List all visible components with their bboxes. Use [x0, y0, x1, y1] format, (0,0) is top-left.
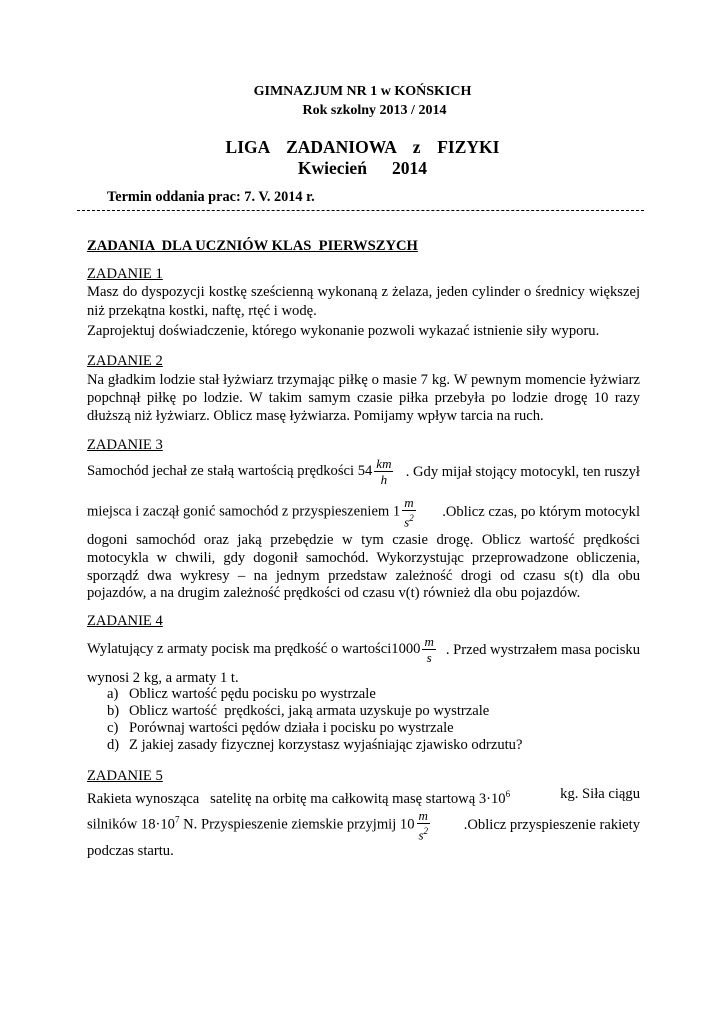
task-2-line-1: Na gładkim lodzie stał łyżwiarz trzymając piłkę o masie 7 kg. W pewnym momencie łyżwiarz [87, 372, 640, 388]
task-3-title: ZADANIE 3 [87, 437, 163, 453]
task-5-text-b: kg. Siła ciągu [560, 786, 640, 802]
task-2-text [87, 371, 640, 407]
task-2-line-3: dłuższą niż łyżwiarz. Oblicz masę łyżwiarza. Pomijamy wpływ tarcia na ruch. [87, 408, 544, 424]
task-1-text [87, 283, 640, 301]
dashed-divider [77, 210, 644, 211]
task-4-title: ZADANIE 4 [87, 613, 163, 629]
task-5-line-1: Rakieta wynosząca satelitę na orbitę ma całkowitą masę startową $3\cdot 10^6$ kg. Siła ciągu [87, 786, 640, 807]
document-title: LIGA ZADANIOWA z FIZYKI [225, 137, 500, 157]
task-4-line-2: wynosi 2 kg, a armaty 1 t. [87, 670, 239, 686]
task-5-line-2: silników $18\cdot 10^7$ N. Przyspieszenie ziemskie przyjmij 10 $\frac{m}{s^2}$ .Oblicz przyspieszenie rakiety [87, 808, 640, 843]
task-4-item-d: d) Z jakiej zasady fizycznej korzystasz wyjaśniając zjawisko odrzutu? [107, 737, 523, 753]
task-3-line-5: sporządź dwa wykresy – na jednym przedstaw zależność drogi od czasu s(t) dla obu [87, 568, 640, 584]
task-3-text [87, 531, 640, 585]
school-name: GIMNAZJUM NR 1 w KOŃSKICH [253, 84, 472, 99]
task-1-title: ZADANIE 1 [87, 266, 163, 282]
unit-m-per-s: $\frac{m}{s}$ [424, 634, 434, 665]
task-5-line-3: podczas startu. [87, 843, 174, 859]
task-3-line-3: dogoni samochód oraz jaką przebędzie w tym czasie drogę. Oblicz wartość prędkości [87, 532, 640, 548]
task-3-text-b: . Gdy mijał stojący motocykl, ten ruszył [405, 463, 640, 480]
school-year: Rok szkolny 2013 / 2014 [302, 103, 447, 118]
task-3-text-d: .Oblicz czas, po którym motocykl [442, 504, 640, 521]
unit-m-per-s2: $\frac{m}{s^2}$ [404, 495, 414, 530]
task-3-line-4: motocykla w chwili, gdy dogonił samochód. Wykorzystując przeprowadzone obliczenia, [87, 550, 640, 566]
task-1-line-2: niż przekątna kostki, naftę, rtęć i wodę. [87, 303, 317, 319]
task-1-line-1: Masz do dyspozycji kostkę sześcienną wykonaną z żelaza, jeden cylinder o średnicy większej [87, 284, 640, 300]
document-month: Kwiecień 2014 [297, 158, 428, 178]
task-4-line-1 [87, 634, 640, 665]
unit-km-per-h: $\frac{km}{h}$ [376, 456, 392, 487]
task-4-item-a: a) Oblicz wartość pędu pocisku po wystrzale [107, 686, 376, 702]
deadline: Termin oddania prac: 7. V. 2014 r. [107, 189, 315, 205]
task-2-line-2: popchnął piłkę po lodzie. W takim samym czasie piłka przebyła po lodzie drogę 10 razy [87, 390, 640, 406]
task-5-title: ZADANIE 5 [87, 768, 163, 784]
task-3-text-c: miejsca i zaczął gonić samochód z przyspieszeniem 1 [87, 503, 401, 520]
task-2-title: ZADANIE 2 [87, 353, 163, 369]
task-4-text-a: Wylatujący z armaty pocisk ma prędkość o wartości1000 [87, 640, 421, 657]
task-1-line-3: Zaprojektuj doświadczenie, którego wykonanie pozwoli wykazać istnienie siły wyporu. [87, 323, 600, 339]
task-5-text-e: .Oblicz przyspieszenie rakiety [463, 817, 640, 834]
task-4-text-b: . Przed wystrzałem masa pocisku [445, 641, 640, 658]
task-5-text-d: N. Przyspieszenie ziemskie przyjmij 10 [179, 816, 415, 833]
task-5-text-c: silników 18·10 [87, 816, 175, 833]
section-title: ZADANIA DLA UCZNIÓW KLAS PIERWSZYCH [87, 238, 418, 254]
task-3-line-6: pojazdów, a na drugim zależność prędkości od czasu v(t) również dla obu pojazdów. [87, 585, 581, 601]
task-5-text-a: Rakieta wynosząca satelitę na orbitę ma całkowitą masę startową 3·10 [87, 790, 506, 807]
task-3-line-2 [87, 495, 640, 529]
task-3-text-a: Samochód jechał ze stałą wartością prędkości 54 [87, 462, 373, 479]
unit-m-per-s2-2: $\frac{m}{s^2}$ [418, 808, 428, 843]
task-3-line-1 [87, 456, 640, 487]
task-4-item-c: c) Porównaj wartości pędów działa i pocisku po wystrzale [107, 720, 454, 736]
task-4-item-b: b) Oblicz wartość prędkości, jaką armata uzyskuje po wystrzale [107, 703, 490, 719]
